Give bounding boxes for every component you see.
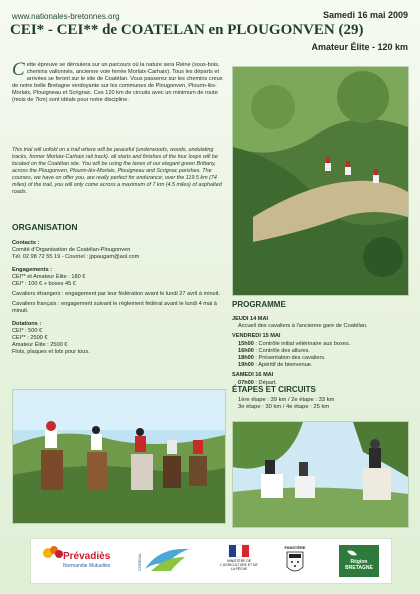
dotations-line-1: CEI* : 500 €: [12, 328, 43, 334]
etapes-heading: ÉTAPES ET CIRCUITS: [232, 385, 316, 394]
ministere-logo[interactable]: [219, 543, 259, 579]
dotations-label: Dotations :: [12, 321, 42, 327]
sponsors-bar: [30, 538, 392, 584]
dotations-line-2: CEI** : 2500 €: [12, 335, 48, 341]
etapes-line-1: 1ère étape : 39 km / 2e étape : 33 km: [238, 397, 335, 403]
finistere-text: FINISTÈRE: [284, 545, 306, 550]
etapes-line-2: 3e étape : 30 km / 4e étape : 25 km: [238, 404, 330, 411]
corema-logo[interactable]: [137, 543, 197, 579]
photo-riders-hill: [232, 66, 409, 296]
programme-item: 15h00 : Contrôle initial vétérinaire aux boxes.: [238, 340, 351, 347]
dotations-line-3: Amateur Élite : 2500 €: [12, 342, 68, 348]
dotations-line-4: Flots, plaques et lots pour tous.: [12, 349, 90, 355]
programme-heading: PROGRAMME: [232, 300, 286, 309]
prevadies-sub: Normandie Mutuelles: [63, 563, 111, 569]
programme-day: VENDREDI 15 MAI: [232, 333, 281, 340]
intro-english: This trial will unfold on a trail where will be peaceful (underwoods, woods, undulating tracks, former Morlaix-Carhaix rail track). all starts and finishes of the four loops will be located on the Coatélan site. You will be using the lanes of our elegant green Brittany, across the Plougonven, Plourin-lès-Morlaix, Plouigneau and Scrignac parishes. The courses, we have on offer you, are really perfect for endurance; over the 119.5 km (74 miles) of the trail, you will only come across a maximum of 7 km (4.5 miles) of asphalted roads.: [12, 147, 222, 195]
organisation-heading: ORGANISATION: [12, 222, 78, 232]
programme-item: 18h00 : Présentation des cavaliers.: [238, 355, 326, 362]
programme-section: [232, 313, 412, 387]
contacts-org: Comité d'Organisation de Coatélan-Plougonven: [12, 247, 131, 253]
prevadies-logo[interactable]: [39, 543, 113, 579]
region-text: Région BRETAGNE: [345, 559, 373, 571]
intro-french: [12, 59, 224, 105]
prevadies-name: Prévadiès: [63, 551, 111, 562]
page-title: CEI* - CEI** de COATELAN en PLOUGONVEN (29): [10, 22, 364, 38]
ministere-text: MINISTÈRE DE L'AGRICULTURE ET DE LA PÊCHE: [220, 559, 258, 571]
organisation-section: [12, 237, 224, 356]
event-date: Samedi 16 mai 2009: [322, 10, 408, 20]
engagements-label: Engagements :: [12, 267, 53, 273]
etapes-section: [232, 397, 412, 412]
finistere-logo[interactable]: [275, 543, 315, 579]
programme-day: SAMEDI 16 MAI: [232, 372, 274, 379]
photo-riders-group: [12, 389, 226, 524]
region-bretagne-logo[interactable]: [335, 543, 383, 579]
contacts-label: Contacts :: [12, 240, 40, 246]
photo-riders-white-horses: [232, 421, 409, 528]
engagements-line-1: CEI** et Amateur Élite : 180 €: [12, 274, 86, 280]
corema-text: COREMA: [137, 553, 142, 571]
intro-french-text: ette épreuve se déroulera sur un parcours où la nature sera Reine (sous-bois, chemins vallonnés, ancienne voie ferrée Morlaix-Carhaix). Tous les départs et arrivées se feront sur le site de Coatélan. Vous passerez sur les chemins creux de notre belle Bretagne verdoyante sur les communes de Plougonven, Plourin-lès-Morlaix, Plouigneau et Scrignac. Ces 120 km de circuits avec un minimum de route (mois de 7km) sont idéals pour notre discipline.: [12, 62, 223, 104]
cavaliers-francais: Cavaliers français : engagement suivant le règlement fédéral avant le lundi 4 mai à minuit.: [12, 301, 217, 314]
programme-day: JEUDI 14 MAI: [232, 316, 269, 322]
engagements-line-2: CEI* : 100 € + boxes 45 €: [12, 281, 76, 287]
dropcap-letter: C: [12, 59, 25, 80]
website-url[interactable]: www.nationales-bretonnes.org: [12, 12, 120, 21]
programme-item: Accueil des cavaliers à l'ancienne gare de Coatélan.: [238, 323, 368, 330]
cavaliers-etrangers: Cavaliers étrangers : engagement par leur fédération avant le lundi 27 avril à minuit.: [12, 291, 221, 297]
programme-item: 07h00 : Départ.: [238, 379, 277, 386]
contacts-phone-email[interactable]: Tél. 02 98 72 55 19 - Courriel : jppaugam@aol.com: [12, 254, 140, 260]
programme-item: 19h00 : Apéritif de bienvenue.: [238, 362, 313, 369]
programme-item: 16h00 : Contrôle des allures.: [238, 347, 310, 354]
event-subtitle: Amateur Élite - 120 km: [311, 42, 408, 52]
